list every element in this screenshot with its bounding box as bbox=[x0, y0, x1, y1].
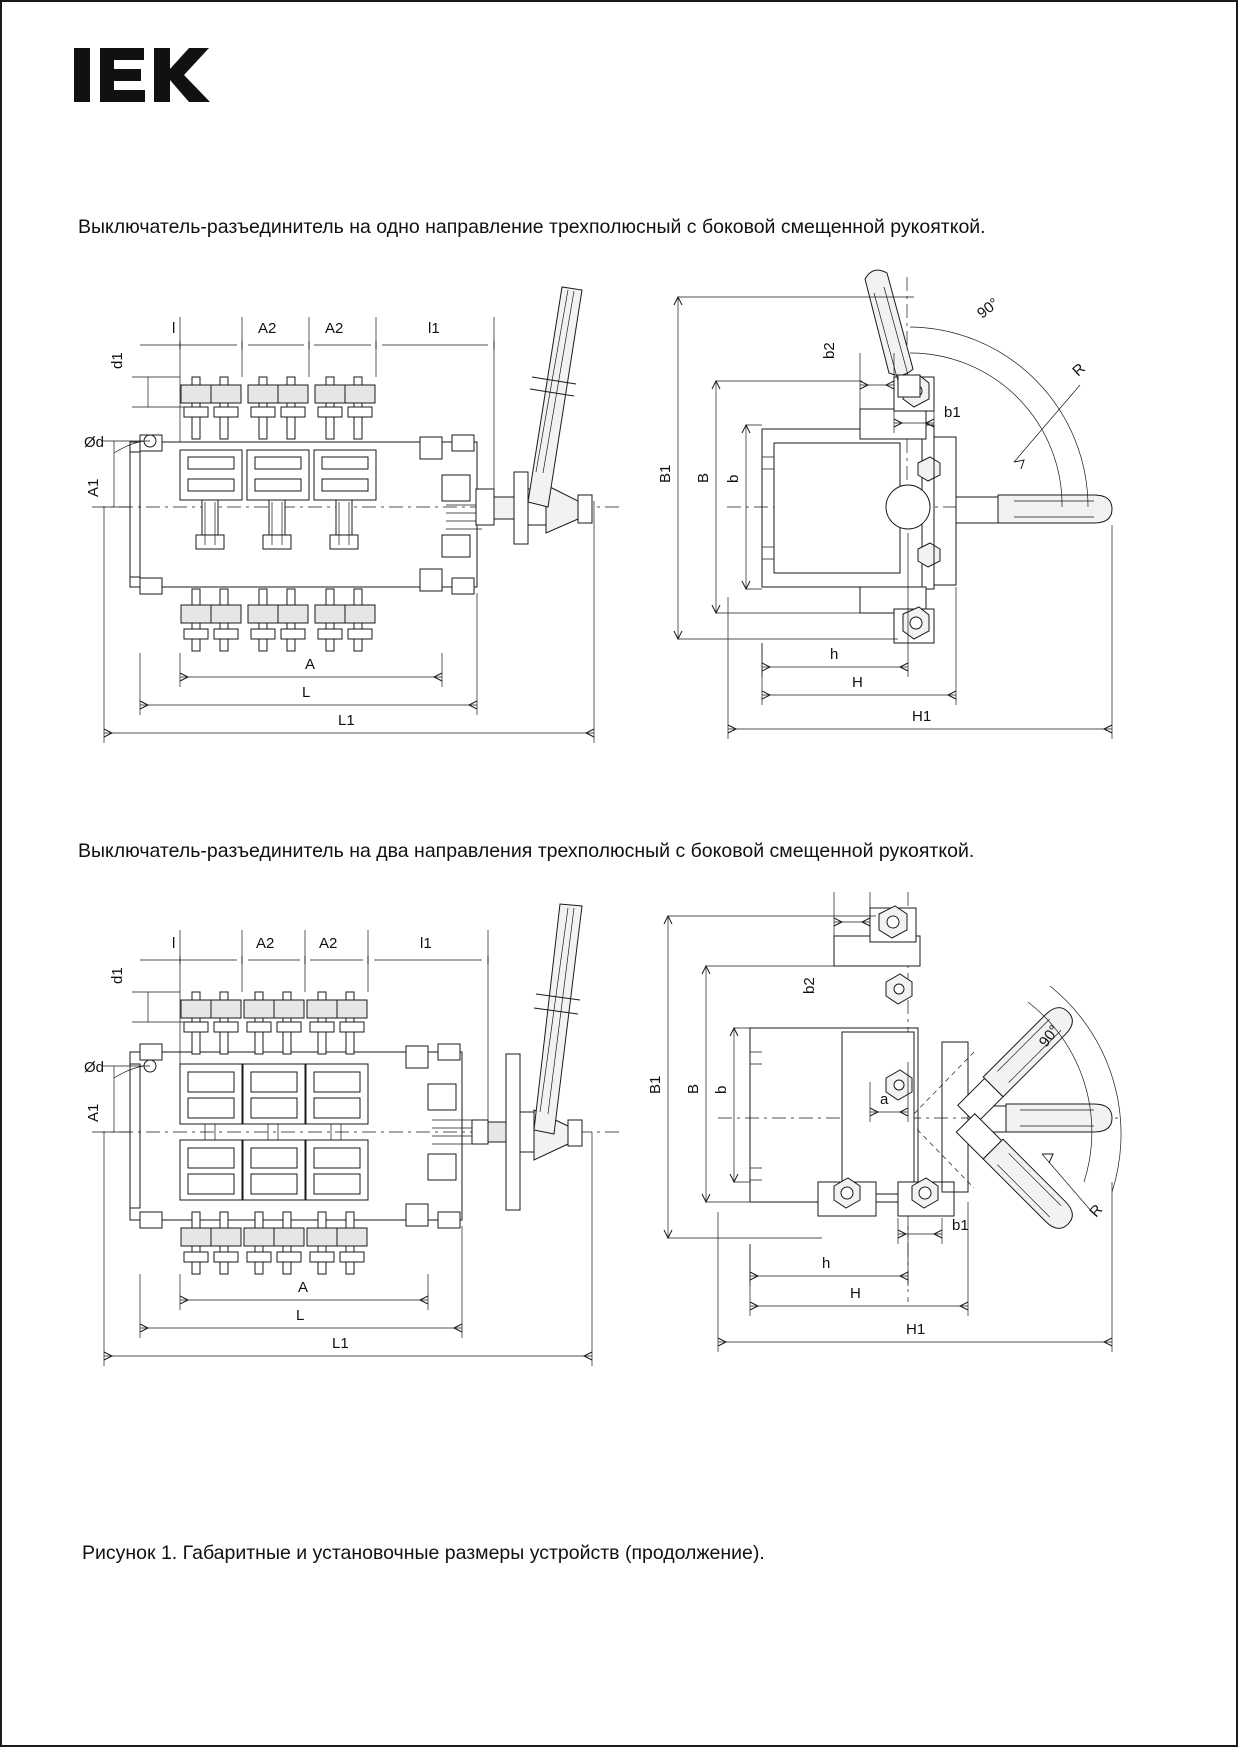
svg-text:B1: B1 bbox=[657, 464, 674, 483]
svg-text:B: B bbox=[695, 472, 712, 483]
svg-text:B1: B1 bbox=[647, 1075, 664, 1094]
svg-text:Ød: Ød bbox=[84, 1059, 105, 1076]
svg-text:h: h bbox=[822, 1255, 831, 1272]
svg-text:d1: d1 bbox=[109, 352, 126, 369]
svg-text:R: R bbox=[1069, 360, 1089, 380]
drawing-one-direction bbox=[62, 257, 1172, 757]
svg-text:L: L bbox=[302, 684, 311, 701]
svg-text:A1: A1 bbox=[85, 1103, 102, 1122]
svg-text:b2: b2 bbox=[821, 342, 838, 359]
figure2-title: Выключатель-разъединитель на два направления трехполюсный с боковой смещенной рукояткой. bbox=[78, 840, 975, 862]
svg-text:d1: d1 bbox=[109, 967, 126, 984]
svg-text:R: R bbox=[1086, 1201, 1107, 1221]
svg-text:H: H bbox=[852, 674, 863, 691]
svg-text:L: L bbox=[296, 1307, 305, 1324]
drawing-two-directions bbox=[62, 882, 1172, 1382]
svg-text:A: A bbox=[298, 1279, 309, 1296]
figure1-title: Выключатель-разъединитель на одно направление трехполюсный с боковой смещенной рукояткой. bbox=[78, 216, 986, 238]
svg-text:A2: A2 bbox=[325, 320, 344, 337]
svg-text:b: b bbox=[725, 474, 742, 483]
svg-text:A: A bbox=[305, 656, 316, 673]
svg-text:90°: 90° bbox=[1035, 1022, 1064, 1051]
svg-text:l: l bbox=[172, 935, 176, 952]
svg-text:H1: H1 bbox=[912, 708, 932, 725]
svg-text:A2: A2 bbox=[256, 935, 275, 952]
svg-text:l1: l1 bbox=[420, 935, 432, 952]
svg-text:L1: L1 bbox=[332, 1335, 349, 1352]
svg-text:H1: H1 bbox=[906, 1321, 926, 1338]
svg-text:A2: A2 bbox=[258, 320, 277, 337]
svg-text:L1: L1 bbox=[338, 712, 355, 729]
svg-text:H: H bbox=[850, 1285, 861, 1302]
svg-text:a: a bbox=[880, 1091, 889, 1108]
iek-logo bbox=[74, 40, 204, 110]
svg-text:l1: l1 bbox=[428, 320, 440, 337]
svg-text:A1: A1 bbox=[85, 478, 102, 497]
svg-text:Ød: Ød bbox=[84, 434, 105, 451]
svg-text:h: h bbox=[830, 646, 839, 663]
svg-text:l: l bbox=[172, 320, 176, 337]
svg-text:b2: b2 bbox=[801, 977, 818, 994]
figure-caption: Рисунок 1. Габаритные и установочные размеры устройств (продолжение). bbox=[82, 1542, 765, 1564]
svg-text:b1: b1 bbox=[952, 1217, 969, 1234]
svg-text:b: b bbox=[713, 1085, 730, 1094]
svg-text:b1: b1 bbox=[944, 404, 961, 421]
svg-text:A2: A2 bbox=[319, 935, 338, 952]
svg-text:90°: 90° bbox=[973, 294, 1003, 323]
svg-text:B: B bbox=[685, 1083, 702, 1094]
